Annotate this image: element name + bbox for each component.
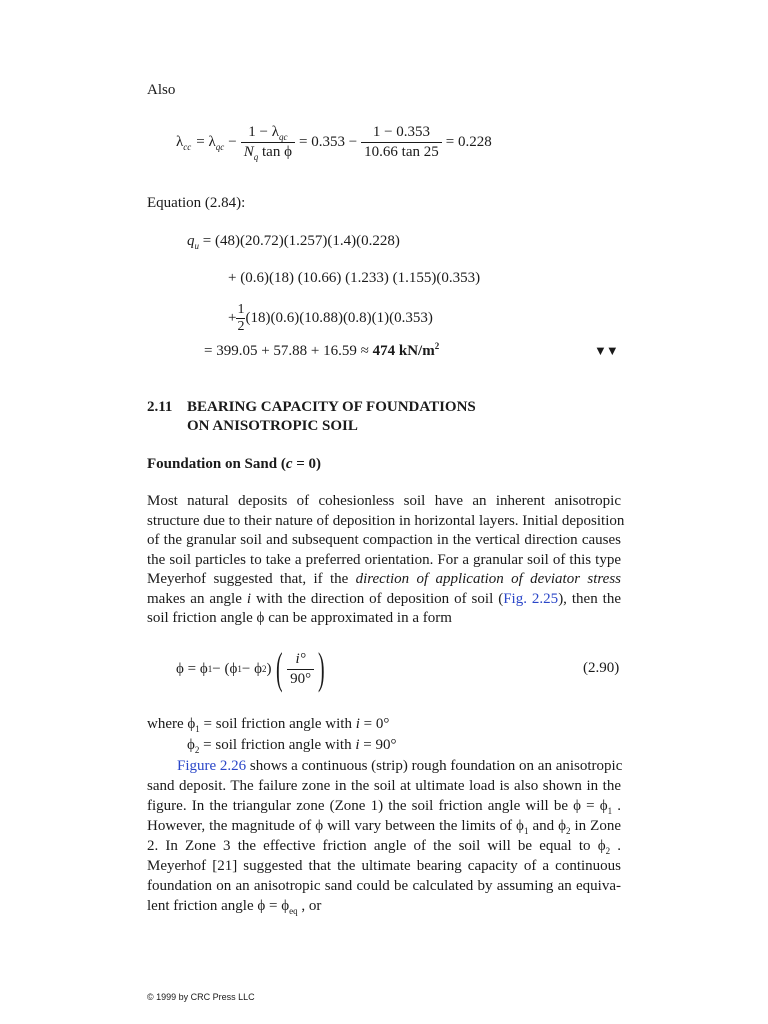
equation-number: (2.90) [583,660,620,676]
lambda-qc: = $\lambda_{qc}$ [196,133,225,152]
paragraph-anisotropic-intro: Most natural deposits of cohesionless soil have an inherent anisotropic structure due to their nature of deposition in horizontal layers. Initial deposition of the granular soil and subsequent compaction in the vertical direction causes the soil particles to take a preferred orientation. For a granular soil of this type Meyerhof suggested that, if the direction of application of deviator stress makes an angle i with the direction of deposition of soil (Fig. 2.25), then the soil friction angle ϕ can be approximated in a form [147,493,625,626]
half-fraction: $\frac{1}{2}$ [237,301,245,334]
qu-line-3: + $\frac{1}{2}$ (18)(0.6)(10.88)(0.8)(1)(0.353) [228,301,433,334]
qu-line-1: $q_u = (48)(20.72)(1.257)(1.4)(0.228)$ [187,233,400,251]
equation-reference: Equation (2.84): [147,195,246,211]
subsection-heading: Foundation on Sand (c = 0) [147,456,322,472]
minus-sign: − [228,133,237,150]
lambda-fraction-2: $\frac{1 - 0.353}{10.66 \tan 25}$ [361,124,442,161]
lambda-cc-equation [176,120,492,164]
qu-line-2: + (0.6)(18) (10.66) (1.233) (1.155)(0.353) [228,270,481,286]
section-title-line-2: ON ANISOTROPIC SOIL [187,418,358,434]
angle-fraction: $\frac{i^\circ}{90^\circ}$ [287,651,314,688]
left-paren: ( [276,644,284,693]
section-title-line-1: BEARING CAPACITY OF FOUNDATIONS [187,399,476,415]
example-end-mark: ▼▼ [594,343,618,358]
copyright-footer: © 1999 by CRC Press LLC [147,992,255,1002]
paragraph-figure-2-26: Figure 2.26 shows a continuous (strip) rough foundation on an anisotropic sand deposit. The failure zone in the soil at ultimate load is also shown in the figure. In the triangular zone (Zone 1) the soil friction angle will be $\phi = \phi_1$ . However, the magnitude of ϕ will vary between the limits of $\phi_1$ and $\phi_2$ in Zone 2. In Zone 3 the effective friction angle of the soil will be equal to $\phi_2$ . Meyerhof [21] suggested that the ultimate bearing capacity of a continuous foundation on an anisotropic sand could be calculated by assuming an equiva- lent friction angle $\phi = \phi_{eq}$ , or [147,758,623,916]
section-number: 2.11 [147,399,173,415]
fig-2-26-link[interactable]: Figure 2.26 [177,758,247,774]
qu-result: = 399.05 + 57.88 + 16.59 ≈ 474 $kN/m^2$ [204,341,440,359]
where-line-2: $\phi_2$ = soil friction angle with i = 90° [187,737,397,755]
equation-2-90: ϕ = ϕ 1 − (ϕ 1 − ϕ 2 ) ( $\frac{i^\circ}{90^\circ}$ ) [176,644,325,693]
lambda-result: = 0.228 [445,133,492,150]
lambda-fraction-1: $\frac{1 - \lambda_{qc}}{N_q \tan \phi}$ [241,124,295,161]
also-label: Also [147,82,176,98]
right-paren: ) [318,644,325,693]
lambda-lhs: $\lambda_{cc}$ [176,133,192,152]
fig-2-25-link[interactable]: Fig. 2.25 [503,590,559,607]
where-line-1: where $\phi_1$ = soil friction angle with i = 0° [147,716,390,734]
lambda-mid: = 0.353 − [298,133,358,150]
